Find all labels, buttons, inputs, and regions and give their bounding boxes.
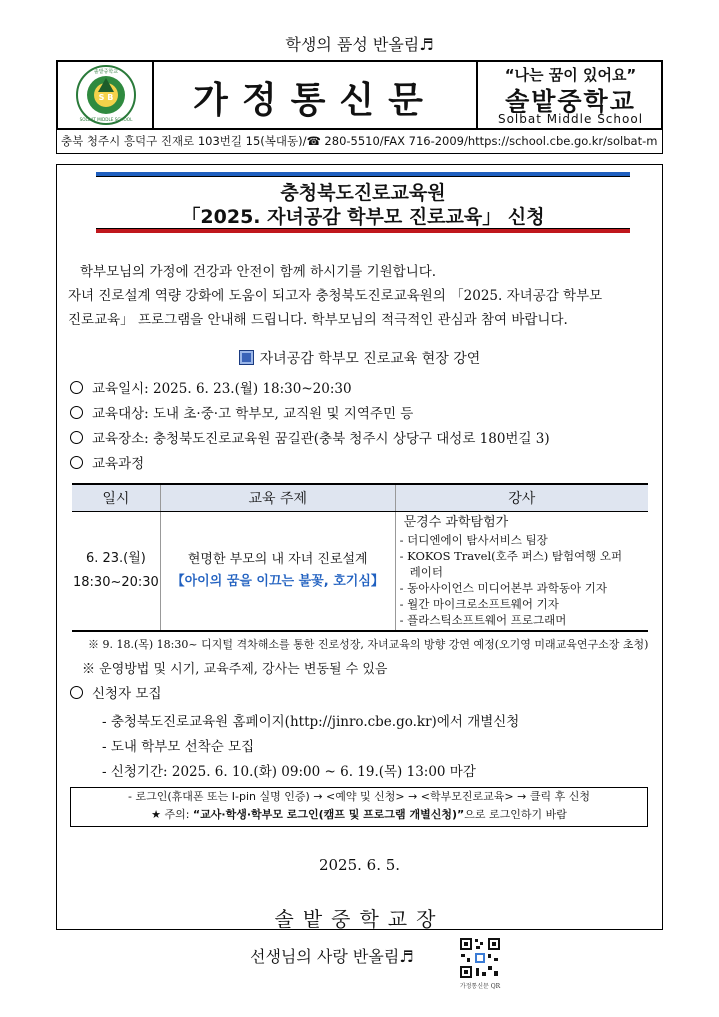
note-upcoming-lecture: ※ 9. 18.(목) 18:30~ 디지털 격차해소를 통한 진로성장, 자녀교육의 방향 강연 예정(오기영 미래교육연구소장 초청) [88,638,649,651]
info-item-course: 교육과정 [70,454,144,474]
note-changes: ※ 운영방법 및 시기, 교육주제, 강사는 변동될 수 있음 [82,662,388,677]
principal-signature: 솔밭중학교장 [274,907,445,931]
table-header-lecturer: 강사 [395,484,648,512]
newsletter-title: 가정통신문 [193,80,437,121]
circle-bullet-icon [70,456,83,469]
qr-caption: 가정통신문 QR [459,983,501,990]
school-logo [62,64,150,126]
lecturer-career: - 동아사이언스 미디어본부 과학동아 기자 [399,581,607,595]
recruit-line-period: - 신청기간: 2025. 6. 10.(화) 09:00 ~ 6. 19.(목) 13:00 마감 [102,764,476,780]
motto-bottom: 선생님의 사랑 반올림♬ [250,947,414,966]
topic-subtitle: 【아이의 꿈을 이끄는 불꽃, 호기심】 [171,574,384,589]
login-instruction-box [70,787,648,827]
table-header-row [72,484,648,512]
doc-title-line2: 「2025. 자녀공감 학부모 진로교육」 신청 [181,206,545,228]
motto-top: 학생의 품성 반올림♬ [285,35,434,54]
recruit-heading: 신청자 모집 [70,684,162,704]
table-row [72,512,648,632]
square-bullet-icon [239,350,254,365]
school-slogan: “나는 꿈이 있어요” [504,66,637,84]
school-name-en: Solbat Middle School [497,112,644,126]
recruit-line-first-come: - 도내 학부모 선착순 모집 [102,739,255,755]
table-cell-topic: 현명한 부모의 내 자녀 진로설계 【아이의 꿈을 이끄는 불꽃, 호기심】 [160,512,395,632]
lecturer-career: - 더디엔에이 탐사서비스 팀장 [399,533,548,547]
circle-bullet-icon [70,431,83,444]
title-bar-red [96,229,630,233]
table-cell-lecturer [395,512,648,632]
lecturer-career: - 월간 마이크로소프트웨어 기자 [399,597,559,611]
section-heading [0,348,719,368]
table-header-topic: 교육 주제 [160,484,395,512]
lecturer-career: 레이터 [409,565,443,579]
section-heading-text: 자녀공감 학부모 진로교육 현장 강연 [259,351,481,367]
logo-letters: S B [98,93,114,102]
program-table [72,483,648,632]
info-item-target: 교육대상: 도내 초·중·고 학부모, 교직원 및 지역주민 등 [70,404,413,424]
logo-text-top: 솔밭중학교 [93,69,119,75]
circle-bullet-icon [70,686,83,699]
logo-text-bottom: SOLBAT MIDDLE SCHOOL [79,117,133,122]
table-header-date: 일시 [72,484,160,512]
doc-title-line1: 충청북도진로교육원 [280,182,446,204]
qr-code-icon[interactable] [458,936,502,980]
intro-paragraph: 학부모님의 가정에 건강과 안전이 함께 하시기를 기원합니다. [80,264,437,280]
login-steps: - 로그인(휴대폰 또는 I-pin 실명 인증) → <예약 및 신청> → <학부모진로교육> → 클릭 후 신청 [128,790,590,803]
issue-date: 2025. 6. 5. [318,856,401,874]
circle-bullet-icon [70,406,83,419]
info-item-place: 교육장소: 충청북도진로교육원 꿈길관(충북 청주시 상당구 대성로 180번길 3) [70,429,550,449]
login-caution: ★ 주의: “교사·학생·학부모 로그인(캠프 및 프로그램 개별신청)”으로 로그인하기 바람 [151,808,567,821]
info-item-date: 교육일시: 2025. 6. 23.(월) 18:30~20:30 [70,379,352,399]
circle-bullet-icon [70,381,83,394]
intro-paragraph: 진로교육」 프로그램을 안내해 드립니다. 학부모님의 적극적인 관심과 참여 바랍니다. [68,312,568,328]
table-cell-date: 6. 23.(월) 18:30~20:30 [72,512,160,632]
intro-paragraph: 자녀 진로설계 역량 강화에 도움이 되고자 충청북도진로교육원의 「2025. 자녀공감 학부모 [68,288,603,304]
school-name-ko: 솔밭중학교 [505,87,636,116]
school-address: 충북 청주시 흥덕구 진재로 103번길 15(복대동)/☎ 280-5510/FAX 716-2009/https://school.cbe.go.kr/solbat-m [56,130,663,154]
title-rule [96,176,630,177]
lecturer-career: - 플라스틱소프트웨어 프로그래머 [399,613,567,627]
lecturer-name: 문경수 과학탐험가 [403,515,509,530]
lecturer-career: - KOKOS Travel(호주 퍼스) 탐험여행 오퍼 [399,549,623,563]
recruit-line-homepage: - 충청북도진로교육원 홈페이지(http://jinro.cbe.go.kr)에서 개별신청 [102,714,520,730]
